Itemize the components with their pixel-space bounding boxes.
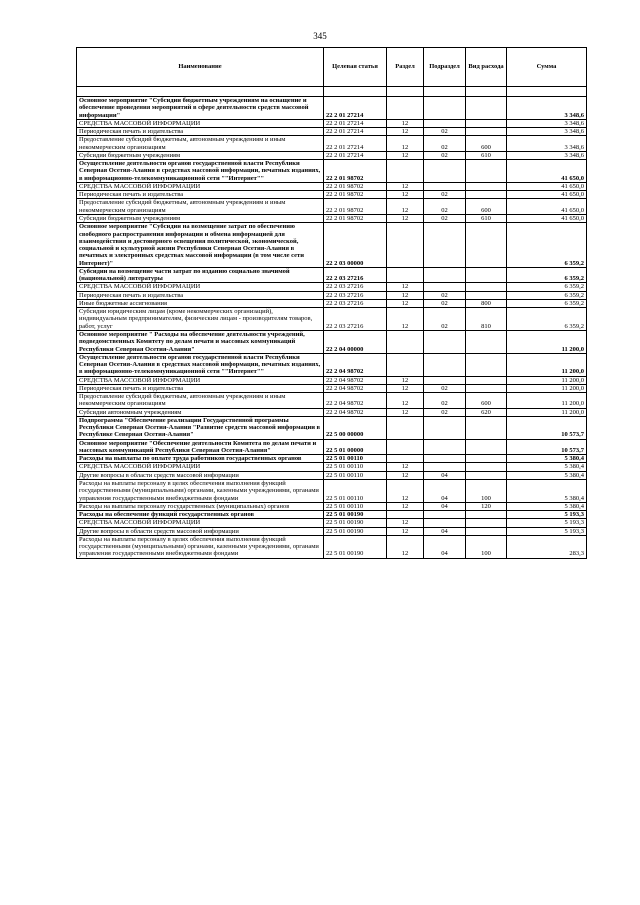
cell-code: 22 5 01 00110 bbox=[324, 480, 387, 503]
cell-sum: 5 380,4 bbox=[507, 463, 587, 471]
cell-code: 22 5 01 00190 bbox=[324, 527, 387, 535]
cell-type: 800 bbox=[466, 299, 507, 307]
cell-sum: 5 380,4 bbox=[507, 455, 587, 463]
cell-code: 22 5 01 00110 bbox=[324, 455, 387, 463]
cell-subsection bbox=[424, 519, 466, 527]
cell-subsection bbox=[424, 283, 466, 291]
cell-sum: 11 200,0 bbox=[507, 393, 587, 409]
cell-type: 810 bbox=[466, 308, 507, 331]
cell-subsection bbox=[424, 455, 466, 463]
cell-type bbox=[466, 97, 507, 120]
cell-type: 100 bbox=[466, 480, 507, 503]
cell-type bbox=[466, 471, 507, 479]
cell-sum: 3 348,6 bbox=[507, 136, 587, 152]
cell-sum: 41 650,0 bbox=[507, 182, 587, 190]
cell-name: Расходы на выплаты персоналу в целях обеспечения выполнения функций государственными (муниципальными) органами, казенными учреждениями, органами управления государственными внебюджетными фондами bbox=[77, 535, 324, 558]
cell-code: 22 2 04 98702 bbox=[324, 408, 387, 416]
cell-section bbox=[387, 455, 424, 463]
header-sum: Сумма bbox=[507, 48, 587, 87]
cell-type bbox=[466, 267, 507, 283]
cell-code: 22 2 01 27214 bbox=[324, 128, 387, 136]
header-subsection: Подраздел bbox=[424, 48, 466, 87]
cell-name: Основное мероприятие " Расходы на обеспечение деятельности учреждений, подведомственных Комитету по делам печати и массовых коммуникаций Республики Северная Осетия-Алания" bbox=[77, 330, 324, 353]
cell-type bbox=[466, 160, 507, 183]
cell-sum: 6 359,2 bbox=[507, 223, 587, 268]
table-row bbox=[77, 480, 587, 503]
cell-name: Другие вопросы в области средств массовой информации bbox=[77, 471, 324, 479]
cell-subsection: 02 bbox=[424, 128, 466, 136]
cell-subsection: 02 bbox=[424, 199, 466, 215]
cell-subsection bbox=[424, 267, 466, 283]
cell-subsection: 02 bbox=[424, 393, 466, 409]
cell-type bbox=[466, 384, 507, 392]
table-row bbox=[77, 416, 587, 439]
cell-name: Расходы на выплаты по оплате труда работников государственных органов bbox=[77, 455, 324, 463]
cell-sum: 10 573,7 bbox=[507, 439, 587, 455]
cell-name: Периодическая печать и издательства bbox=[77, 384, 324, 392]
cell-section bbox=[387, 511, 424, 519]
cell-name: Периодическая печать и издательства bbox=[77, 128, 324, 136]
table-row bbox=[77, 376, 587, 384]
cell-code: 22 5 01 00190 bbox=[324, 519, 387, 527]
cell-section: 12 bbox=[387, 308, 424, 331]
cell-name: СРЕДСТВА МАССОВОЙ ИНФОРМАЦИИ bbox=[77, 119, 324, 127]
cell-code: 22 2 03 27216 bbox=[324, 299, 387, 307]
cell-subsection bbox=[424, 330, 466, 353]
cell-name: Субсидии бюджетным учреждениям bbox=[77, 151, 324, 159]
cell-code: 22 5 01 00110 bbox=[324, 502, 387, 510]
table-header-row bbox=[77, 48, 587, 87]
page-number: 345 bbox=[313, 31, 327, 41]
table-row bbox=[77, 136, 587, 152]
cell-section bbox=[387, 416, 424, 439]
cell-subsection: 02 bbox=[424, 291, 466, 299]
cell-sum: 3 348,6 bbox=[507, 119, 587, 127]
cell-section: 12 bbox=[387, 199, 424, 215]
cell-type: 100 bbox=[466, 535, 507, 558]
table-row bbox=[77, 299, 587, 307]
cell-code: 22 2 04 00000 bbox=[324, 330, 387, 353]
table-row bbox=[77, 439, 587, 455]
table-row bbox=[77, 353, 587, 376]
table-row bbox=[77, 527, 587, 535]
cell-code: 22 2 04 98702 bbox=[324, 384, 387, 392]
cell-name: Расходы на выплаты персоналу в целях обеспечения выполнения функций государственными (муниципальными) органами, казенными учреждениями, органами управления государственными внебюджетными фондами bbox=[77, 480, 324, 503]
cell-type: 620 bbox=[466, 408, 507, 416]
cell-type: 610 bbox=[466, 214, 507, 222]
table-row bbox=[77, 408, 587, 416]
cell-type bbox=[466, 119, 507, 127]
cell-type bbox=[466, 463, 507, 471]
cell-name: Субсидии бюджетным учреждениям bbox=[77, 214, 324, 222]
cell-code: 22 2 01 98702 bbox=[324, 199, 387, 215]
cell-sum: 11 200,0 bbox=[507, 408, 587, 416]
cell-subsection bbox=[424, 439, 466, 455]
cell-code: 22 5 01 00110 bbox=[324, 463, 387, 471]
cell-name: Периодическая печать и издательства bbox=[77, 191, 324, 199]
cell-section: 12 bbox=[387, 480, 424, 503]
cell-name: Предоставление субсидий бюджетным, автономным учреждениям и иным некоммерческим организациям bbox=[77, 199, 324, 215]
cell-subsection: 02 bbox=[424, 384, 466, 392]
table-row bbox=[77, 455, 587, 463]
cell-name: Иные бюджетные ассигнования bbox=[77, 299, 324, 307]
cell-name: Расходы на выплаты персоналу государственных (муниципальных) органов bbox=[77, 502, 324, 510]
cell-sum: 11 200,0 bbox=[507, 330, 587, 353]
cell-sum: 6 359,2 bbox=[507, 308, 587, 331]
cell-type: 600 bbox=[466, 136, 507, 152]
cell-subsection: 04 bbox=[424, 502, 466, 510]
cell-code: 22 2 03 27216 bbox=[324, 283, 387, 291]
cell-section: 12 bbox=[387, 136, 424, 152]
cell-type bbox=[466, 519, 507, 527]
cell-type bbox=[466, 182, 507, 190]
cell-name: Основное мероприятие "Субсидии на возмещение затрат по обеспечению свободного распространения информации и обмена информацией для взаимодействия и достоверного освещения политической, экономической, социальной и культурной жизни Республики Северная Осетия-Алания в печатных и электронных средствах массовой информации (в том числе сети Интернет)" bbox=[77, 223, 324, 268]
cell-sum: 11 200,0 bbox=[507, 353, 587, 376]
cell-subsection bbox=[424, 353, 466, 376]
cell-type bbox=[466, 439, 507, 455]
cell-type bbox=[466, 416, 507, 439]
cell-subsection bbox=[424, 97, 466, 120]
cell-name: Подпрограмма "Обеспечение реализации Государственной программы Республики Северная Осетия-Алания "Развитие средств массовой информации в Республике Северная Осетия-Алания" bbox=[77, 416, 324, 439]
cell-sum: 5 380,4 bbox=[507, 471, 587, 479]
cell-subsection: 02 bbox=[424, 191, 466, 199]
cell-code: 22 2 01 98702 bbox=[324, 191, 387, 199]
cell-sum: 10 573,7 bbox=[507, 416, 587, 439]
header-name: Наименование bbox=[77, 48, 324, 87]
cell-code: 22 2 01 27214 bbox=[324, 97, 387, 120]
cell-name: СРЕДСТВА МАССОВОЙ ИНФОРМАЦИИ bbox=[77, 463, 324, 471]
cell-subsection bbox=[424, 463, 466, 471]
cell-sum: 5 380,4 bbox=[507, 502, 587, 510]
cell-code: 22 2 03 00000 bbox=[324, 223, 387, 268]
cell-code: 22 2 01 98702 bbox=[324, 214, 387, 222]
cell-name: СРЕДСТВА МАССОВОЙ ИНФОРМАЦИИ bbox=[77, 376, 324, 384]
cell-subsection: 04 bbox=[424, 527, 466, 535]
cell-sum: 5 380,4 bbox=[507, 480, 587, 503]
table-row bbox=[77, 119, 587, 127]
cell-sum: 11 200,0 bbox=[507, 384, 587, 392]
table-row bbox=[77, 471, 587, 479]
cell-name: Основное мероприятие "Субсидии бюджетным учреждениям на оснащение и обеспечение проведения мероприятий в сфере деятельности средств массовой информации" bbox=[77, 97, 324, 120]
cell-type: 600 bbox=[466, 199, 507, 215]
cell-code: 22 2 04 98702 bbox=[324, 353, 387, 376]
cell-name: Другие вопросы в области средств массовой информации bbox=[77, 527, 324, 535]
table-row bbox=[77, 308, 587, 331]
cell-sum: 41 650,0 bbox=[507, 199, 587, 215]
cell-code: 22 2 04 98702 bbox=[324, 376, 387, 384]
cell-type bbox=[466, 283, 507, 291]
cell-subsection: 02 bbox=[424, 408, 466, 416]
cell-name: Субсидии на возмещение части затрат по изданию социально значимой (национальной) литературы bbox=[77, 267, 324, 283]
cell-code: 22 5 01 00190 bbox=[324, 535, 387, 558]
cell-name: Осуществление деятельности органов государственной власти Республики Северная Осетия-Алания в средствах массовой информации, печатных изданиях, в информационно-телекоммуникационной сети ""Интернет"" bbox=[77, 353, 324, 376]
cell-subsection bbox=[424, 416, 466, 439]
cell-sum: 283,3 bbox=[507, 535, 587, 558]
table-row bbox=[77, 393, 587, 409]
cell-name: Осуществление деятельности органов государственной власти Республики Северная Осетия-Алания в средствах массовой информации, печатных изданиях, в информационно-телекоммуникационной сети ""Интернет"" bbox=[77, 160, 324, 183]
cell-code: 22 2 03 27216 bbox=[324, 291, 387, 299]
cell-sum: 6 359,2 bbox=[507, 291, 587, 299]
cell-type bbox=[466, 330, 507, 353]
cell-section: 12 bbox=[387, 527, 424, 535]
cell-section: 12 bbox=[387, 151, 424, 159]
table-row bbox=[77, 199, 587, 215]
cell-name: СРЕДСТВА МАССОВОЙ ИНФОРМАЦИИ bbox=[77, 519, 324, 527]
header-type: Вид расхода bbox=[466, 48, 507, 87]
cell-type bbox=[466, 527, 507, 535]
cell-subsection: 04 bbox=[424, 535, 466, 558]
cell-code: 22 2 01 27214 bbox=[324, 136, 387, 152]
cell-name: Периодическая печать и издательства bbox=[77, 291, 324, 299]
cell-code: 22 2 04 98702 bbox=[324, 393, 387, 409]
header-code: Целевая статья bbox=[324, 48, 387, 87]
cell-subsection bbox=[424, 182, 466, 190]
cell-sum: 5 193,3 bbox=[507, 527, 587, 535]
cell-section: 12 bbox=[387, 214, 424, 222]
table-row bbox=[77, 291, 587, 299]
cell-sum: 3 348,6 bbox=[507, 128, 587, 136]
header-section: Раздел bbox=[387, 48, 424, 87]
cell-name: СРЕДСТВА МАССОВОЙ ИНФОРМАЦИИ bbox=[77, 283, 324, 291]
cell-section: 12 bbox=[387, 376, 424, 384]
table-row bbox=[77, 223, 587, 268]
cell-sum: 11 200,0 bbox=[507, 376, 587, 384]
cell-code: 22 5 01 00190 bbox=[324, 511, 387, 519]
table-row bbox=[77, 535, 587, 558]
table-row bbox=[77, 384, 587, 392]
table-row bbox=[77, 502, 587, 510]
cell-section: 12 bbox=[387, 128, 424, 136]
cell-type bbox=[466, 191, 507, 199]
cell-sum: 41 650,0 bbox=[507, 214, 587, 222]
cell-subsection: 02 bbox=[424, 308, 466, 331]
table-row bbox=[77, 463, 587, 471]
cell-name: Субсидии автономным учреждениям bbox=[77, 408, 324, 416]
cell-section: 12 bbox=[387, 463, 424, 471]
cell-code: 22 5 01 00110 bbox=[324, 471, 387, 479]
cell-section bbox=[387, 97, 424, 120]
cell-code: 22 5 00 00000 bbox=[324, 416, 387, 439]
cell-section: 12 bbox=[387, 384, 424, 392]
cell-section bbox=[387, 353, 424, 376]
cell-sum: 6 359,2 bbox=[507, 267, 587, 283]
cell-section: 12 bbox=[387, 291, 424, 299]
table-row bbox=[77, 160, 587, 183]
cell-section bbox=[387, 223, 424, 268]
cell-subsection: 04 bbox=[424, 480, 466, 503]
table-row bbox=[77, 283, 587, 291]
cell-sum: 3 348,6 bbox=[507, 151, 587, 159]
cell-sum: 5 193,3 bbox=[507, 519, 587, 527]
table-row bbox=[77, 519, 587, 527]
cell-section: 12 bbox=[387, 299, 424, 307]
cell-subsection: 02 bbox=[424, 136, 466, 152]
cell-name: Предоставление субсидий бюджетным, автономным учреждениям и иным некоммерческим организациям bbox=[77, 136, 324, 152]
cell-section: 12 bbox=[387, 191, 424, 199]
cell-subsection bbox=[424, 376, 466, 384]
cell-type: 610 bbox=[466, 151, 507, 159]
budget-table bbox=[76, 47, 587, 559]
cell-section: 12 bbox=[387, 519, 424, 527]
cell-type: 600 bbox=[466, 393, 507, 409]
cell-section bbox=[387, 267, 424, 283]
table-row bbox=[77, 267, 587, 283]
cell-type bbox=[466, 511, 507, 519]
spacer-row bbox=[77, 87, 587, 97]
cell-type bbox=[466, 128, 507, 136]
table-row bbox=[77, 97, 587, 120]
cell-section: 12 bbox=[387, 182, 424, 190]
table-row bbox=[77, 191, 587, 199]
cell-section: 12 bbox=[387, 502, 424, 510]
table-row bbox=[77, 330, 587, 353]
cell-code: 22 2 03 27216 bbox=[324, 308, 387, 331]
cell-subsection bbox=[424, 223, 466, 268]
table-row bbox=[77, 511, 587, 519]
cell-section bbox=[387, 439, 424, 455]
cell-sum: 41 650,0 bbox=[507, 191, 587, 199]
cell-section: 12 bbox=[387, 408, 424, 416]
cell-section: 12 bbox=[387, 393, 424, 409]
cell-section: 12 bbox=[387, 119, 424, 127]
cell-type bbox=[466, 455, 507, 463]
cell-section bbox=[387, 160, 424, 183]
cell-code: 22 2 01 27214 bbox=[324, 151, 387, 159]
table-row bbox=[77, 182, 587, 190]
cell-type: 120 bbox=[466, 502, 507, 510]
cell-sum: 3 348,6 bbox=[507, 97, 587, 120]
table-row bbox=[77, 151, 587, 159]
cell-code: 22 2 01 98702 bbox=[324, 160, 387, 183]
table-row bbox=[77, 214, 587, 222]
cell-subsection bbox=[424, 511, 466, 519]
cell-type bbox=[466, 291, 507, 299]
cell-sum: 6 359,2 bbox=[507, 283, 587, 291]
cell-type bbox=[466, 353, 507, 376]
cell-subsection bbox=[424, 119, 466, 127]
cell-section: 12 bbox=[387, 535, 424, 558]
cell-code: 22 2 03 27216 bbox=[324, 267, 387, 283]
cell-section bbox=[387, 330, 424, 353]
cell-code: 22 2 01 98702 bbox=[324, 182, 387, 190]
cell-type bbox=[466, 376, 507, 384]
cell-sum: 5 193,3 bbox=[507, 511, 587, 519]
cell-subsection: 02 bbox=[424, 151, 466, 159]
cell-code: 22 5 01 00000 bbox=[324, 439, 387, 455]
cell-section: 12 bbox=[387, 283, 424, 291]
cell-name: Основное мероприятие "Обеспечение деятельности Комитета по делам печати и массовых коммуникаций Республики Северная Осетия-Алания" bbox=[77, 439, 324, 455]
cell-subsection: 02 bbox=[424, 299, 466, 307]
cell-section: 12 bbox=[387, 471, 424, 479]
cell-type bbox=[466, 223, 507, 268]
table-row bbox=[77, 128, 587, 136]
cell-subsection: 04 bbox=[424, 471, 466, 479]
cell-sum: 41 650,0 bbox=[507, 160, 587, 183]
cell-name: Предоставление субсидий бюджетным, автономным учреждениям и иным некоммерческим организациям bbox=[77, 393, 324, 409]
cell-name: СРЕДСТВА МАССОВОЙ ИНФОРМАЦИИ bbox=[77, 182, 324, 190]
cell-name: Субсидии юридическим лицам (кроме некоммерческих организаций), индивидуальным предпринимателям, физическим лицам - производителям товаров, работ, услуг bbox=[77, 308, 324, 331]
cell-subsection bbox=[424, 160, 466, 183]
cell-sum: 6 359,2 bbox=[507, 299, 587, 307]
table-body bbox=[77, 87, 587, 559]
cell-code: 22 2 01 27214 bbox=[324, 119, 387, 127]
cell-subsection: 02 bbox=[424, 214, 466, 222]
cell-name: Расходы на обеспечение функций государственных органов bbox=[77, 511, 324, 519]
